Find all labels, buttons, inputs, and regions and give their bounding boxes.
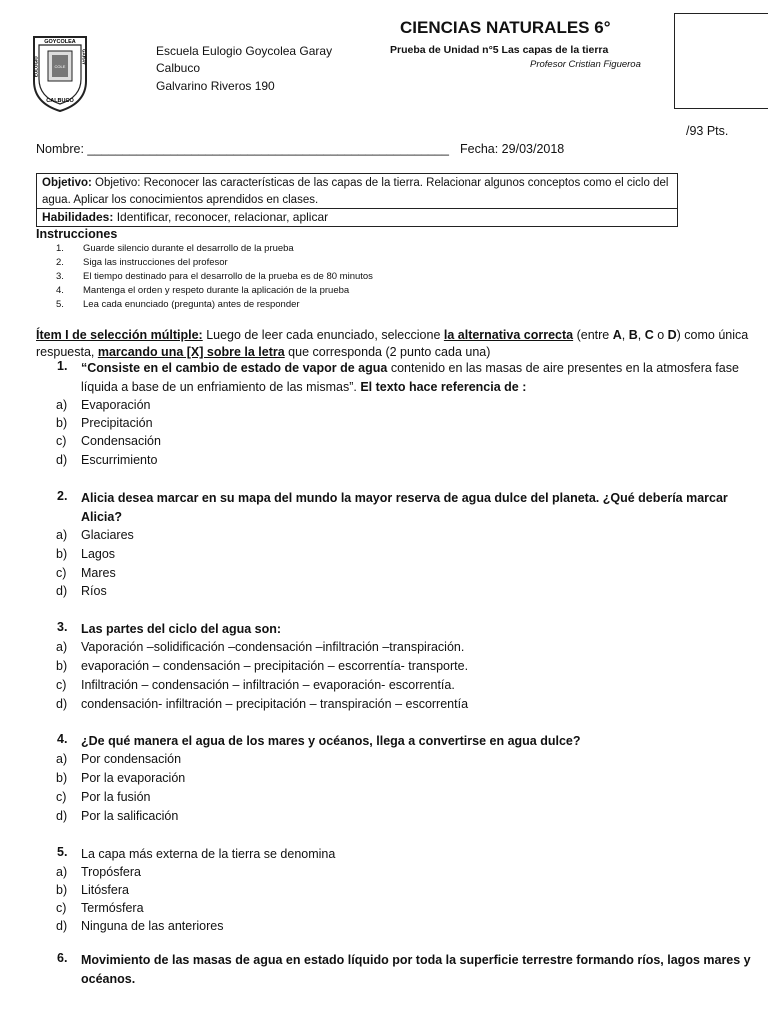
question-number: 5. (57, 845, 68, 859)
test-date: Fecha: 29/03/2018 (460, 142, 565, 156)
question-5-option-d[interactable]: d) Ninguna de las anteriores (56, 919, 224, 933)
school-address: Galvarino Riveros 190 (156, 79, 275, 93)
instructions-list (56, 242, 373, 312)
logo-text-left: EULOGIO (33, 56, 39, 77)
question-2-option-b[interactable]: b) Lagos (56, 547, 116, 561)
question-number: 3. (57, 620, 68, 634)
objective-divider (36, 208, 678, 209)
question-5-option-a[interactable]: a) Tropósfera (56, 865, 141, 879)
objective-text (42, 175, 672, 209)
question-1-option-c[interactable]: c) Condensación (56, 434, 161, 448)
question-3-option-b[interactable]: b) evaporación – condensación – precipitación – escorrentía- transporte. (56, 659, 469, 673)
question-1-option-d[interactable]: d) Escurrimiento (56, 453, 158, 467)
student-name-field[interactable]: Nombre: ____________________________________________________ (36, 142, 449, 156)
question-4-option-c[interactable]: c) Por la fusión (56, 790, 151, 804)
question-3-option-c[interactable]: c) Infiltración – condensación – infiltración – evaporación- escorrentía. (56, 678, 455, 692)
skills-label: Habilidades: (42, 210, 114, 224)
instruction-item: 3. El tiempo destinado para el desarrollo de la prueba es de 80 minutos (56, 271, 373, 282)
logo-text-bottom: CALBUCO (46, 98, 74, 104)
question-3-text: Las partes del ciclo del agua son: (81, 622, 282, 636)
question-number: 4. (57, 732, 68, 746)
question-3-option-a[interactable]: a) Vaporación –solidificación –condensación –infiltración –transpiración. (56, 640, 465, 654)
question-1-option-b[interactable]: b) Precipitación (56, 416, 153, 430)
logo-text-center: COLE (54, 64, 66, 69)
logo-text-right: GARAY (81, 49, 87, 65)
question-5-text: La capa más externa de la tierra se denomina (81, 847, 336, 861)
skills-description: Identificar, reconocer, relacionar, aplicar (113, 210, 329, 224)
instruction-item: 1. Guarde silencio durante el desarrollo de la prueba (56, 243, 294, 254)
instruction-item: 5. Lea cada enunciado (pregunta) antes de responder (56, 299, 300, 310)
question-2-option-d[interactable]: d) Ríos (56, 584, 107, 598)
question-number: 1. (57, 359, 68, 373)
question-5-option-c[interactable]: c) Termósfera (56, 901, 144, 915)
instruction-item: 2. Siga las instrucciones del profesor (56, 257, 228, 268)
question-2-option-c[interactable]: c) Mares (56, 566, 116, 580)
test-subtitle: Prueba de Unidad n°5 Las capas de la tierra (390, 44, 609, 56)
total-points: /93 Pts. (686, 124, 729, 138)
question-1-text: “Consiste en el cambio de estado de vapor de agua contenido en las masas de aire presentes en la atmosfera fase líquida a base de un enfriamiento de las mismas”. El texto hace referencia de : (81, 361, 739, 394)
question-4-option-b[interactable]: b) Por la evaporación (56, 771, 186, 785)
teacher-name: Profesor Cristian Figueroa (530, 59, 641, 70)
instructions-title: Instrucciones (36, 227, 118, 241)
question-4-option-a[interactable]: a) Por condensación (56, 752, 182, 766)
school-name: Escuela Eulogio Goycolea Garay (156, 44, 333, 58)
question-3-option-d[interactable]: d) condensación- infiltración – precipitación – transpiración – escorrentía (56, 697, 469, 711)
objective-label: Objetivo: (42, 177, 92, 189)
objective-description: Objetivo: Reconocer las características de las capas de la tierra. Relacionar algunos conceptos como el ciclo del agua. Aplicar los conocimientos aprendidos en clases. (42, 177, 669, 206)
question-4-option-d[interactable]: d) Por la salificación (56, 809, 179, 823)
score-box[interactable] (674, 13, 768, 109)
question-4-text: ¿De qué manera el agua de los mares y océanos, llega a convertirse en agua dulce? (81, 734, 581, 748)
question-5-option-b[interactable]: b) Litósfera (56, 883, 129, 897)
question-6-text: Movimiento de las masas de agua en estado líquido por toda la superficie terrestre formando ríos, lagos mares y océanos. (81, 953, 751, 986)
skills-text (42, 210, 328, 224)
subject-title: CIENCIAS NATURALES 6° (400, 18, 611, 37)
item-instructions: Ítem I de selección múltiple: Luego de leer cada enunciado, seleccione la alternativa correcta (entre A, B, C o D) como única respuesta, marcando una [X] sobre la letra que corresponda (2 punto cada una) (36, 328, 749, 359)
question-number: 6. (57, 951, 68, 965)
question-1-option-a[interactable]: a) Evaporación (56, 398, 151, 412)
question-number: 2. (57, 489, 68, 503)
instruction-item: 4. Mantenga el orden y respeto durante la aplicación de la prueba (56, 285, 350, 296)
logo-text-top: GOYCOLEA (44, 39, 76, 45)
question-2-text: Alicia desea marcar en su mapa del mundo la mayor reserva de agua dulce del planeta. ¿Qué debería marcar Alicia? (81, 491, 728, 524)
item-title: Ítem I de selección múltiple: (36, 328, 203, 342)
question-2-option-a[interactable]: a) Glaciares (56, 528, 134, 542)
school-crest-logo (30, 33, 90, 113)
school-city: Calbuco (156, 61, 201, 75)
